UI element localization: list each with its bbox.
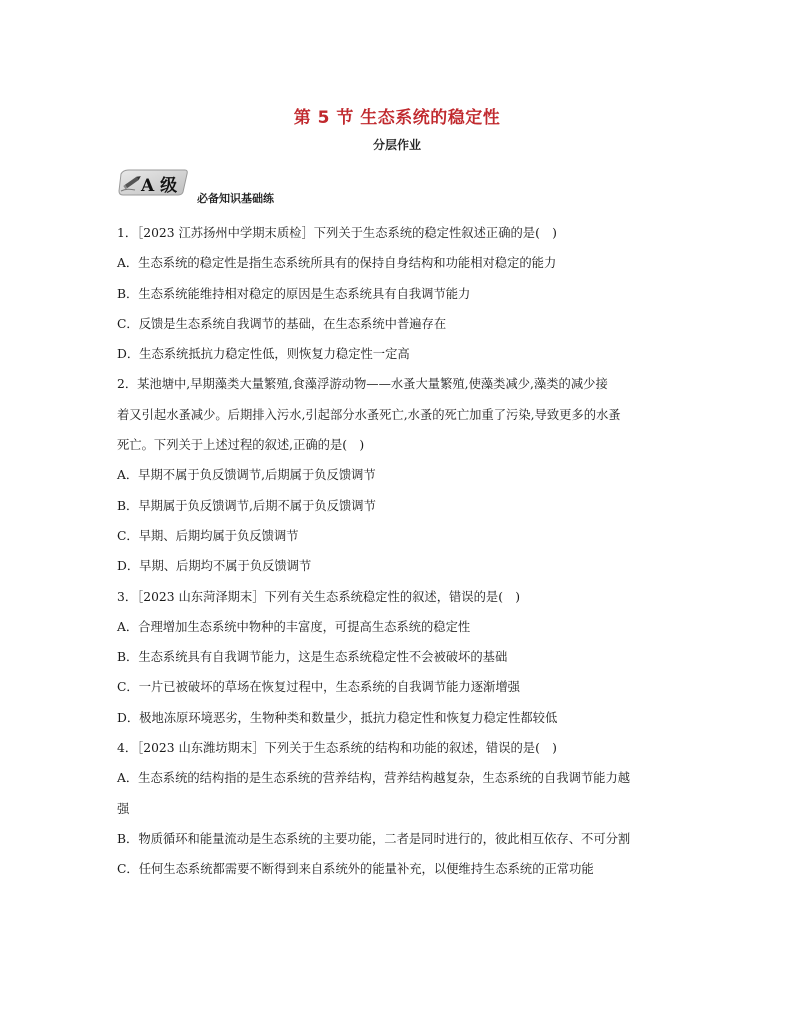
question-1-option-b: B．生态系统能维持相对稳定的原因是生态系统具有自我调节能力 — [117, 286, 471, 301]
question-4-option-b: B．物质循环和能量流动是生态系统的主要功能，二者是同时进行的，彼此相互依存、不可分割 — [117, 831, 631, 846]
page-title: 第 5 节 生态系统的稳定性 — [293, 108, 501, 128]
page-subtitle: 分层作业 — [372, 138, 421, 152]
level-badge-label: A 级 — [141, 176, 178, 196]
question-2-option-b: B．早期属于负反馈调节,后期不属于负反馈调节 — [117, 498, 376, 513]
question-2-stem-line-1: 2．某池塘中,早期藻类大量繁殖,食藻浮游动物——水蚤大量繁殖,使藻类减少,藻类的减少接 — [117, 377, 608, 392]
question-4-option-a-line-2: 强 — [117, 801, 130, 816]
question-3-stem: 3．［2023 山东菏泽期末］下列有关生态系统稳定性的叙述，错误的是( ) — [117, 589, 521, 604]
section-label: 必备知识基础练 — [197, 192, 274, 205]
question-1-option-c: C．反馈是生态系统自我调节的基础，在生态系统中普遍存在 — [117, 316, 447, 331]
question-4-option-c: C．任何生态系统都需要不断得到来自系统外的能量补充，以便维持生态系统的正常功能 — [117, 862, 594, 877]
question-4-option-a-line-1: A．生态系统的结构指的是生态系统的营养结构，营养结构越复杂，生态系统的自我调节能力越 — [117, 771, 631, 786]
question-1-option-d: D．生态系统抵抗力稳定性低，则恢复力稳定性一定高 — [117, 347, 410, 362]
question-1-stem: 1．［2023 江苏扬州中学期末质检］下列关于生态系统的稳定性叙述正确的是( ) — [117, 226, 557, 240]
question-3-option-a: A．合理增加生态系统中物种的丰富度，可提高生态系统的稳定性 — [117, 619, 471, 634]
question-list — [117, 218, 681, 885]
question-3-option-c: C．一片已被破坏的草场在恢复过程中，生态系统的自我调节能力逐渐增强 — [117, 680, 520, 695]
question-4-stem: 4．［2023 山东潍坊期末］下列关于生态系统的结构和功能的叙述，错误的是( ) — [117, 741, 557, 756]
question-2-option-d: D．早期、后期均不属于负反馈调节 — [117, 559, 312, 574]
question-2-stem-line-2: 着又引起水蚤减少。后期排入污水,引起部分水蚤死亡,水蚤的死亡加重了污染,导致更多的水蚤 — [117, 407, 621, 422]
question-2-option-c: C．早期、后期均属于负反馈调节 — [117, 528, 299, 543]
question-3-option-b: B．生态系统具有自我调节能力，这是生态系统稳定性不会被破坏的基础 — [117, 650, 508, 665]
question-1-option-a: A．生态系统的稳定性是指生态系统所具有的保持自身结构和功能相对稳定的能力 — [117, 256, 557, 271]
question-2-stem-line-3: 死亡。下列关于上述过程的叙述,正确的是( ) — [117, 438, 365, 453]
question-2-option-a: A．早期不属于负反馈调节,后期属于负反馈调节 — [117, 468, 376, 483]
question-3-option-d: D．极地冻原环境恶劣，生物种类和数量少，抵抗力稳定性和恢复力稳定性都较低 — [117, 710, 558, 725]
